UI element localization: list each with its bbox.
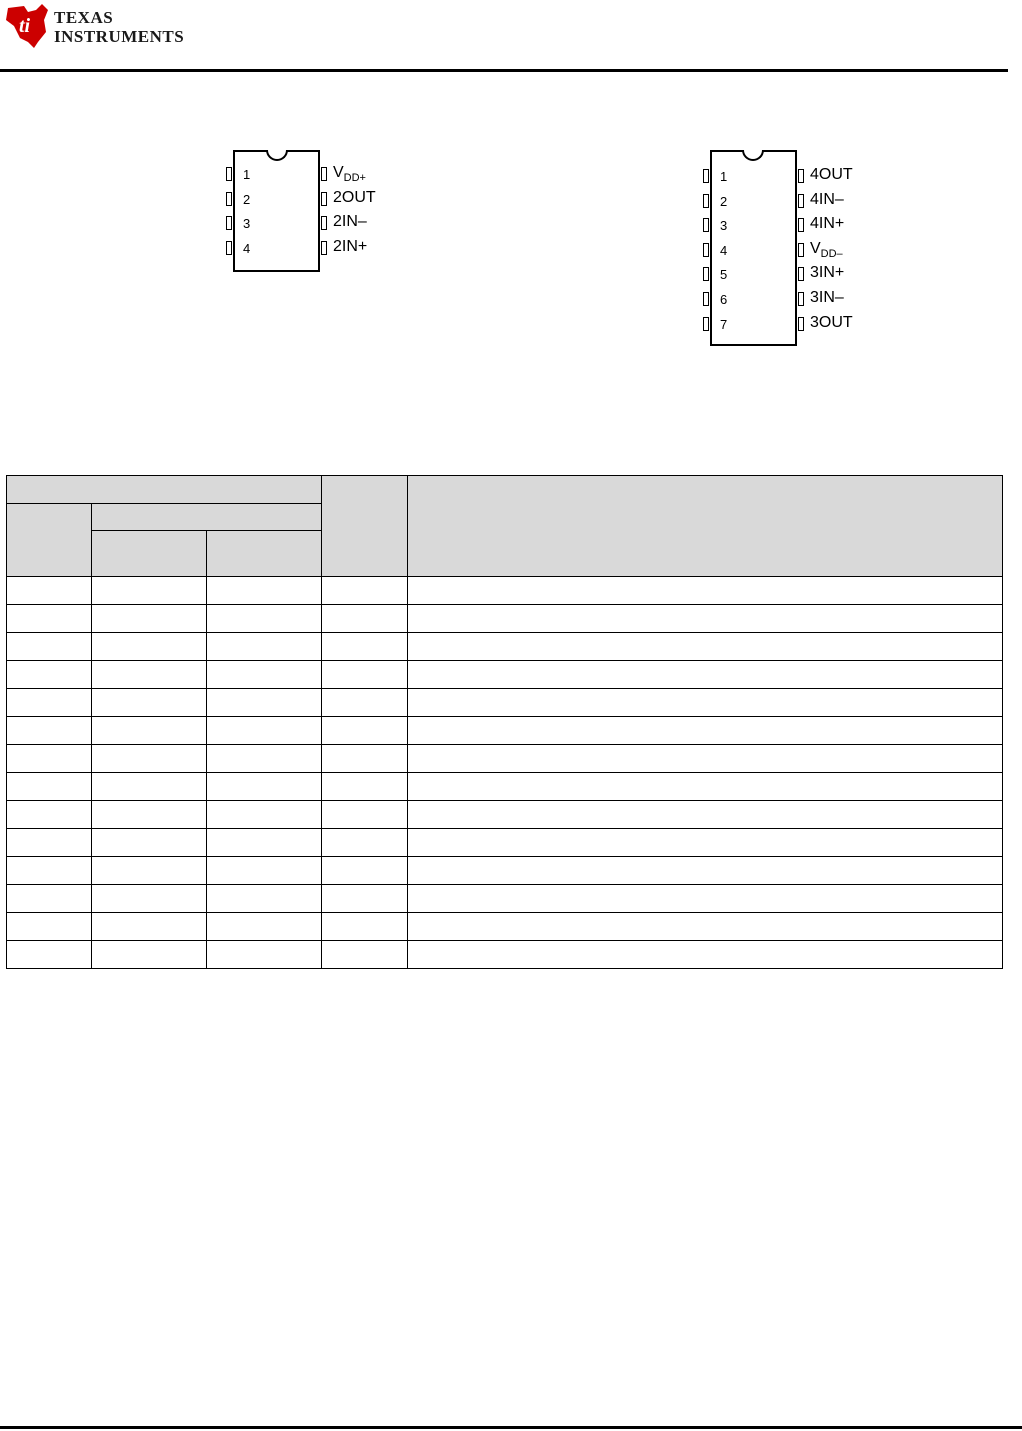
table-cell [408, 745, 1003, 773]
table-row [7, 605, 1003, 633]
pin-label: 3IN– [810, 289, 844, 306]
table-cell [92, 801, 207, 829]
table-cell [408, 885, 1003, 913]
company-name-line1: TEXAS [54, 8, 114, 27]
pin-label: 4IN+ [810, 215, 845, 233]
pin-tab [321, 216, 327, 230]
header-cell [7, 476, 322, 504]
table-cell [322, 661, 408, 689]
pin-label: 2IN– [333, 213, 367, 230]
pin-number: 4 [243, 240, 251, 256]
table-cell [408, 857, 1003, 885]
table-cell [92, 717, 207, 745]
pin-label-subscript: DD+ [343, 172, 366, 184]
svg-text:ti: ti [19, 15, 31, 37]
table-row [7, 829, 1003, 857]
table-row [7, 885, 1003, 913]
table-cell [92, 773, 207, 801]
table-cell [92, 913, 207, 941]
pin-number: 2 [243, 191, 251, 207]
table-cell [92, 885, 207, 913]
table-row [7, 661, 1003, 689]
header-cell [322, 476, 408, 577]
pin-label [333, 164, 366, 187]
pin-number: 6 [720, 292, 728, 307]
table-cell [7, 829, 92, 857]
table-cell [408, 577, 1003, 605]
pin-tab [703, 317, 709, 331]
pin-tab [321, 192, 327, 206]
pin-tab [226, 241, 232, 255]
pin-tab [798, 218, 804, 232]
pin-tab [703, 243, 709, 257]
table-cell [92, 829, 207, 857]
pin-number: 5 [720, 267, 728, 283]
pin-label-main: V [333, 164, 344, 181]
table-cell [207, 745, 322, 773]
table-cell [207, 633, 322, 661]
pin-tab [798, 243, 804, 257]
pin-tab [798, 194, 804, 208]
header-divider [0, 69, 1008, 72]
table-cell [322, 913, 408, 941]
table-cell [7, 941, 92, 969]
pin-label-subscript: DD– [820, 247, 843, 260]
pin-label: 2IN+ [333, 237, 368, 255]
table-cell [408, 801, 1003, 829]
pin-tab [226, 192, 232, 206]
company-name-line2: INSTRUMENTS [54, 27, 185, 46]
table-cell [322, 801, 408, 829]
pin-functions-table [6, 475, 1003, 969]
table-cell [92, 857, 207, 885]
table-row [7, 913, 1003, 941]
pin-label: 3OUT [810, 313, 853, 331]
page-header [0, 0, 1022, 75]
table-cell [408, 605, 1003, 633]
pin-label [810, 240, 843, 263]
pin-tab [321, 241, 327, 255]
table-cell [322, 745, 408, 773]
table-row [7, 773, 1003, 801]
table-cell [92, 689, 207, 717]
pin-functions-table-body [7, 577, 1003, 969]
header-cell [207, 531, 322, 577]
table-cell [92, 661, 207, 689]
table-cell [207, 773, 322, 801]
table-cell [408, 773, 1003, 801]
table-cell [92, 633, 207, 661]
table-cell [322, 633, 408, 661]
table-cell [92, 605, 207, 633]
table-cell [92, 577, 207, 605]
table-cell [207, 829, 322, 857]
table-cell [7, 885, 92, 913]
company-name [54, 8, 184, 46]
table-cell [7, 745, 92, 773]
pin-number: 2 [720, 193, 728, 209]
pin-tab [703, 218, 709, 232]
pin-label: 4IN– [810, 190, 844, 208]
table-cell [207, 885, 322, 913]
header-cell [92, 504, 322, 531]
table-cell [207, 717, 322, 745]
table-row [7, 801, 1003, 829]
table-row [7, 577, 1003, 605]
pin-tab [703, 194, 709, 208]
header-cell [7, 504, 92, 577]
header-cell [408, 476, 1003, 577]
pin-tab [798, 169, 804, 183]
pin-label-main: V [810, 239, 821, 257]
pin-label: 3IN+ [810, 264, 845, 282]
pin-number: 1 [720, 169, 728, 184]
ti-state-icon [2, 2, 52, 50]
table-cell [92, 745, 207, 773]
pin-number: 3 [720, 218, 728, 234]
table-cell [7, 857, 92, 885]
footer-divider [0, 1426, 1022, 1429]
table-cell [322, 857, 408, 885]
header-cell [92, 531, 207, 577]
table-cell [207, 941, 322, 969]
pin-number: 4 [720, 242, 728, 258]
table-cell [207, 661, 322, 689]
pin-number: 1 [243, 167, 251, 182]
table-cell [408, 717, 1003, 745]
table-cell [322, 689, 408, 717]
table-cell [207, 857, 322, 885]
pin-tab [226, 216, 232, 230]
table-cell [322, 941, 408, 969]
pin-number: 3 [243, 216, 251, 231]
table-cell [408, 661, 1003, 689]
pin-tab [703, 267, 709, 281]
table-cell [322, 773, 408, 801]
table-cell [322, 885, 408, 913]
table-cell [7, 577, 92, 605]
table-cell [92, 941, 207, 969]
table-cell [7, 773, 92, 801]
table-cell [7, 801, 92, 829]
table-cell [207, 605, 322, 633]
pin-tab [226, 167, 232, 181]
table-cell [408, 689, 1003, 717]
table-cell [207, 689, 322, 717]
table-cell [408, 633, 1003, 661]
pin-tab [798, 317, 804, 331]
pin-tab [798, 292, 804, 306]
pin-label: 2OUT [333, 188, 376, 206]
table-cell [322, 577, 408, 605]
table-cell [207, 801, 322, 829]
pin-tab [321, 167, 327, 181]
table-cell [7, 661, 92, 689]
pin-tab [703, 292, 709, 306]
pin-label: 4OUT [810, 166, 853, 183]
table-row [7, 689, 1003, 717]
table-cell [7, 605, 92, 633]
table-cell [7, 717, 92, 745]
table-cell [322, 605, 408, 633]
table-cell [408, 913, 1003, 941]
table-row [7, 717, 1003, 745]
table-cell [322, 829, 408, 857]
ti-logo [2, 2, 202, 50]
pin-number: 7 [720, 316, 728, 332]
table-row [7, 745, 1003, 773]
table-cell [408, 829, 1003, 857]
pin-tab [703, 169, 709, 183]
pin-tab [798, 267, 804, 281]
table-cell [207, 913, 322, 941]
table-cell [7, 633, 92, 661]
table-cell [207, 577, 322, 605]
table-row [7, 633, 1003, 661]
table-cell [7, 689, 92, 717]
table-cell [7, 913, 92, 941]
table-cell [408, 941, 1003, 969]
table-row [7, 857, 1003, 885]
table-row [7, 941, 1003, 969]
table-cell [322, 717, 408, 745]
